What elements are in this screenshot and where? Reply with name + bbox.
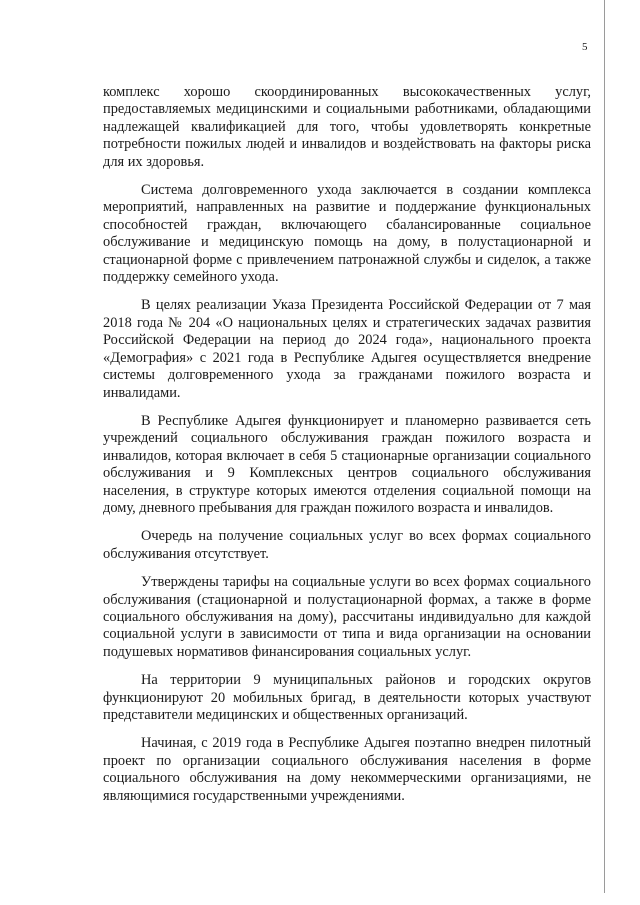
paragraph-no-queue: Очередь на получение социальных услуг во всех формах социального обслуживания отсутствует. (103, 528, 591, 562)
document-body (103, 84, 591, 816)
paragraph-continuation: комплекс хорошо скоординированных высококачественных услуг, предоставляемых медицинскими и социальными работниками, обладающими надлежащей квалификацией для того, чтобы удовлетворять конкретные потребности пожилых людей и инвалидов и воздействовать на факторы риска для их здоровья. (103, 84, 591, 170)
page-number: 5 (582, 41, 588, 53)
paragraph-presidential-decree: В целях реализации Указа Президента Российской Федерации от 7 мая 2018 года № 204 «О национальных целях и стратегических задачах развития Российской Федерации на период до 2024 года», национального проекта «Демография» с 2021 года в Республике Адыгея осуществляется внедрение системы долговременного ухода за гражданами пожилого возраста и инвалидами. (103, 297, 591, 401)
paragraph-mobile-teams: На территории 9 муниципальных районов и городских округов функционируют 20 мобильных бригад, в деятельности которых участвуют представители медицинских и общественных организаций. (103, 672, 591, 723)
page-edge-line (604, 0, 605, 893)
paragraph-institution-network: В Республике Адыгея функционирует и планомерно развивается сеть учреждений социального обслуживания граждан пожилого возраста и инвалидов, которая включает в себя 5 стационарные организации социального обслуживания и 9 Комплексных центров социального обслуживания населения, в структуре которых имеются отделения социальной помощи на дому, дневного пребывания для граждан пожилого возраста и инвалидов. (103, 412, 591, 516)
paragraph-long-term-care-system: Система долговременного ухода заключается в создании комплекса мероприятий, направленных на развитие и поддержание функциональных способностей граждан, включающего сбалансированные социальное обслуживание и медицинскую помощь на дому, в полустационарной и стационарной форме с привлечением патронажной службы и сиделок, а также поддержку семейного ухода. (103, 182, 591, 286)
paragraph-tariffs: Утверждены тарифы на социальные услуги во всех формах социального обслуживания (стационарной и полустационарной формах, а также в форме социального обслуживания на дому), рассчитаны индивидуально для каждой социальной услуги в зависимости от типа и вида организации на основании подушевых нормативов финансирования социальных услуг. (103, 574, 591, 660)
paragraph-pilot-project: Начиная, с 2019 года в Республике Адыгея поэтапно внедрен пилотный проект по организации социального обслуживания населения в форме социального обслуживания на дому некоммерческими организациями, не являющимися государственными учреждениями. (103, 735, 591, 804)
